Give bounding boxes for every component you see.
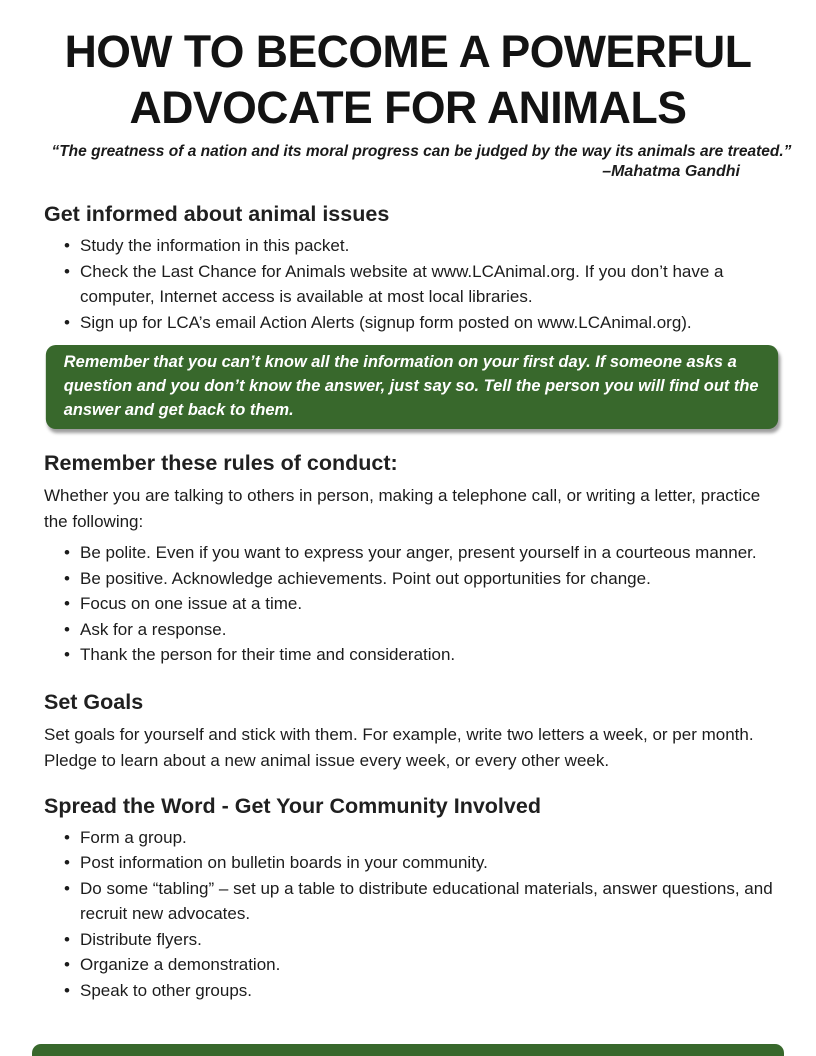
rules-list <box>40 540 776 668</box>
heading-set-goals: Set Goals <box>44 689 144 714</box>
list-item: • Ask for a response. <box>64 617 776 643</box>
page-title <box>44 24 773 136</box>
list-item: • Post information on bulletin boards in your community. <box>64 850 776 876</box>
quote-text: “The greatness of a nation and its moral progress can be judged by the way its animals are treated.” <box>51 143 792 160</box>
title-line-2: ADVOCATE FOR ANIMALS <box>129 82 687 133</box>
list-item: • Be polite. Even if you want to express your anger, present yourself in a courteous manner. <box>64 540 776 566</box>
spread-list <box>40 825 776 1004</box>
list-item: • Study the information in this packet. <box>64 233 776 259</box>
title-line-1: HOW TO BECOME A POWERFUL <box>64 26 752 77</box>
heading-spread-the-word: Spread the Word - Get Your Community Involved <box>44 793 541 818</box>
rules-intro-paragraph: Whether you are talking to others in person, making a telephone call, or writing a letter, practice the following: <box>44 486 761 531</box>
callout-text: Remember that you can’t know all the information on your first day. If someone asks a question and you don’t know the answer, just say so. Tell the person you will find out the answer and get back to them. <box>63 353 759 419</box>
heading-rules-of-conduct: Remember these rules of conduct: <box>44 451 398 475</box>
goals-paragraph: Set goals for yourself and stick with them. For example, write two letters a week, or per month. Pledge to learn about a new animal issue every week, or every other week. <box>44 724 754 770</box>
bottom-callout-strip <box>32 1044 784 1056</box>
list-item: • Organize a demonstration. <box>64 952 776 978</box>
list-item: • Form a group. <box>64 825 776 851</box>
callout-box <box>46 345 778 429</box>
list-item: • Thank the person for their time and consideration. <box>64 642 776 668</box>
list-item: • Sign up for LCA’s email Action Alerts (signup form posted on www.LCAnimal.org). <box>64 310 776 336</box>
list-item: • Be positive. Acknowledge achievements. Point out opportunities for change. <box>64 566 776 592</box>
list-item: • Do some “tabling” – set up a table to distribute educational materials, answer questions, and recruit new advocates. <box>64 876 776 927</box>
list-item: • Distribute flyers. <box>64 927 776 953</box>
list-item: • Focus on one issue at a time. <box>64 591 776 617</box>
list-item: • Check the Last Chance for Animals website at www.LCAnimal.org. If you don’t have a computer, Internet access is available at most local libraries. <box>64 259 776 310</box>
get-informed-list <box>40 233 776 335</box>
heading-get-informed: Get informed about animal issues <box>44 202 390 226</box>
quote-attribution: –Mahatma Gandhi <box>602 163 740 180</box>
list-item: • Speak to other groups. <box>64 978 776 1004</box>
quote <box>40 142 792 162</box>
